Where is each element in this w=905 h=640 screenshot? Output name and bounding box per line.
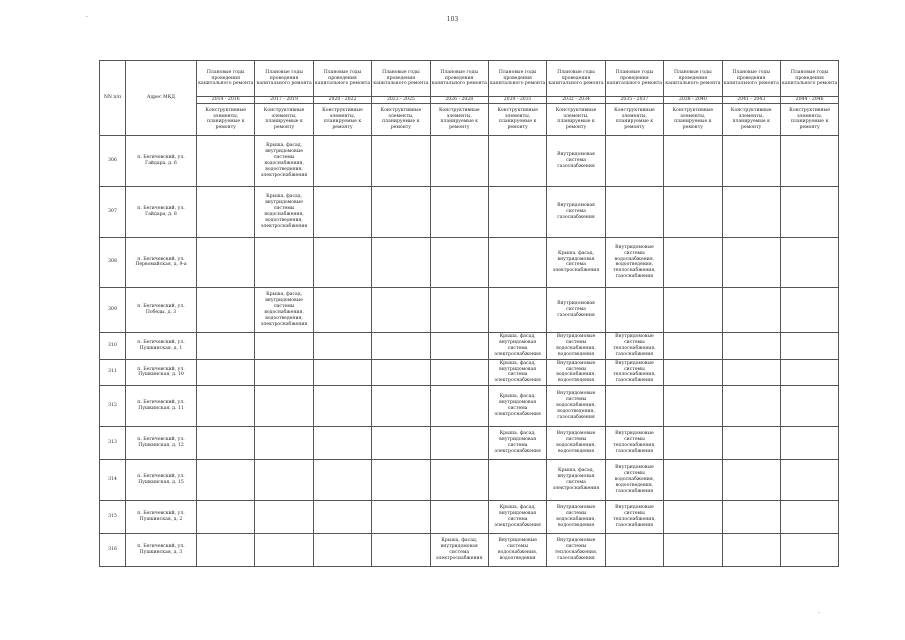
repair-elements-cell: Внутридомовые системы теплоснабжения, газоснабжения [605, 359, 663, 385]
row-number: 314 [100, 459, 126, 500]
repair-elements-cell [605, 135, 663, 186]
header-period: 2032 - 2034 [547, 97, 605, 104]
repair-elements-cell [372, 186, 430, 237]
row-address: п. Бегичевский, ул. Первомайская, д. 9-а [126, 237, 197, 287]
header-planned-years: Плановые годы проведения капитального ремонта [722, 61, 780, 97]
header-period: 2014 - 2016 [197, 97, 255, 104]
repair-elements-cell [722, 500, 780, 533]
repair-elements-cell [255, 533, 313, 566]
repair-elements-cell [430, 385, 488, 426]
repair-elements-cell [664, 385, 722, 426]
repair-elements-cell [605, 186, 663, 237]
repair-elements-cell: Внутридомовая система газоснабжения [547, 186, 605, 237]
table-row [100, 135, 839, 186]
repair-elements-cell [780, 287, 838, 332]
repair-elements-cell: Внутридомовые системы водоснабжения, водоотведения [547, 332, 605, 359]
repair-elements-cell [197, 332, 255, 359]
repair-elements-cell [722, 385, 780, 426]
row-address: п. Бегичевский, ул. Победы, д. 3 [126, 287, 197, 332]
repair-elements-cell: Внутридомовые системы теплоснабжения, газоснабжения [605, 426, 663, 459]
row-number: 310 [100, 332, 126, 359]
repair-elements-cell [313, 426, 371, 459]
repair-elements-cell [664, 359, 722, 385]
scan-mark-bottom-right: · [818, 610, 820, 617]
repair-elements-cell: Крыша, фасад, внутридомовые системы водоснабжения, водоотведения, электроснабжения [255, 135, 313, 186]
repair-elements-cell [313, 135, 371, 186]
repair-elements-cell [255, 426, 313, 459]
repair-elements-cell [430, 135, 488, 186]
repair-elements-cell [722, 186, 780, 237]
repair-elements-cell [255, 500, 313, 533]
header-elements: Конструктивные элементы, планируемые к ремонту [197, 103, 255, 135]
repair-elements-cell: Внутридомовые системы теплоснабжения, газоснабжения [605, 332, 663, 359]
repair-elements-cell [722, 332, 780, 359]
repair-elements-cell [488, 237, 546, 287]
repair-elements-cell [372, 237, 430, 287]
repair-elements-cell [605, 533, 663, 566]
repair-elements-cell [780, 186, 838, 237]
header-elements: Конструктивные элементы, планируемые к ремонту [605, 103, 663, 135]
repair-elements-cell [313, 385, 371, 426]
repair-elements-cell [372, 500, 430, 533]
header-period: 2044 - 2046 [780, 97, 838, 104]
repair-elements-cell: Внутридомовые системы водоснабжения, водоотведения [488, 533, 546, 566]
repair-elements-cell [197, 533, 255, 566]
repair-elements-cell [255, 459, 313, 500]
header-planned-years: Плановые годы проведения капитального ремонта [780, 61, 838, 97]
header-elements: Конструктивные элементы, планируемые к ремонту [664, 103, 722, 135]
table-row [100, 359, 839, 385]
repair-elements-cell [197, 385, 255, 426]
repair-elements-cell [664, 459, 722, 500]
row-number: 307 [100, 186, 126, 237]
repair-elements-cell: Внутридомовая система газоснабжения [547, 287, 605, 332]
repair-elements-cell: Внутридомовые системы водоснабжения, водоотведения, газоснабжения [605, 459, 663, 500]
repair-elements-cell [430, 359, 488, 385]
row-number: 315 [100, 500, 126, 533]
row-number: 311 [100, 359, 126, 385]
table-row [100, 186, 839, 237]
repair-elements-cell: Внутридомовые системы теплоснабжения, газоснабжения [547, 533, 605, 566]
repair-elements-cell [605, 385, 663, 426]
row-address: п. Бегичевский, ул. Гайдара, д. 6 [126, 135, 197, 186]
repair-elements-cell [780, 500, 838, 533]
header-planned-years: Плановые годы проведения капитального ремонта [372, 61, 430, 97]
repair-elements-cell [372, 135, 430, 186]
repair-elements-cell [197, 426, 255, 459]
row-address: п. Бегичевский, ул. Пушкинская, д. 3 [126, 533, 197, 566]
header-elements: Конструктивные элементы, планируемые к ремонту [547, 103, 605, 135]
repair-elements-cell [197, 287, 255, 332]
header-address: Адрес МКД [126, 61, 197, 136]
header-num: NN п/п [100, 61, 126, 136]
repair-elements-cell [722, 459, 780, 500]
repair-elements-cell [664, 500, 722, 533]
repair-elements-cell [664, 287, 722, 332]
repair-elements-cell [255, 385, 313, 426]
repair-elements-cell [430, 237, 488, 287]
repair-elements-cell [780, 385, 838, 426]
row-number: 309 [100, 287, 126, 332]
repair-elements-cell [197, 186, 255, 237]
repair-elements-cell [255, 237, 313, 287]
repair-elements-cell [488, 287, 546, 332]
repair-elements-cell [197, 459, 255, 500]
repair-elements-cell: Крыша, фасад, внутридомовая система электроснабжения [488, 385, 546, 426]
repair-elements-cell [313, 500, 371, 533]
row-address: п. Бегичевский, ул. Пушкинская, д. 2 [126, 500, 197, 533]
repair-elements-cell [313, 237, 371, 287]
repair-elements-cell [430, 186, 488, 237]
header-elements: Конструктивные элементы, планируемые к ремонту [255, 103, 313, 135]
repair-elements-cell [197, 135, 255, 186]
repair-elements-cell [664, 332, 722, 359]
table-header [100, 61, 839, 136]
header-period: 2023 - 2025 [372, 97, 430, 104]
header-period: 2020 - 2022 [313, 97, 371, 104]
row-address: п. Бегичевский, ул. Гайдара, д. 8 [126, 186, 197, 237]
repair-elements-cell [780, 359, 838, 385]
repair-elements-cell: Крыша, фасад, внутридомовая система электроснабжения [488, 332, 546, 359]
repair-elements-cell [372, 533, 430, 566]
header-period: 2041 - 2043 [722, 97, 780, 104]
capital-repair-schedule-table [99, 60, 839, 567]
repair-elements-cell [313, 332, 371, 359]
row-address: п. Бегичевский, ул. Пушкинская, д. 10 [126, 359, 197, 385]
repair-elements-cell [197, 237, 255, 287]
repair-elements-cell [197, 359, 255, 385]
table-row [100, 500, 839, 533]
repair-elements-cell: Крыша, фасад, внутридомовая система электроснабжения [488, 500, 546, 533]
repair-elements-cell: Внутридомовые системы теплоснабжения, газоснабжения [605, 500, 663, 533]
repair-elements-cell: Крыша, фасад, внутридомовые системы водоснабжения, водоотведения, электроснабжения [255, 287, 313, 332]
header-planned-years: Плановые годы проведения капитального ремонта [255, 61, 313, 97]
repair-elements-cell [313, 287, 371, 332]
repair-elements-cell: Внутридомовые системы водоснабжения, водоотведения, газоснабжения [547, 385, 605, 426]
header-planned-years: Плановые годы проведения капитального ремонта [547, 61, 605, 97]
repair-elements-cell: Крыша, фасад, внутридомовая система электроснабжения [488, 359, 546, 385]
header-period: 2038 - 2040 [664, 97, 722, 104]
repair-elements-cell [255, 359, 313, 385]
repair-elements-cell [664, 237, 722, 287]
repair-elements-cell [780, 533, 838, 566]
row-number: 312 [100, 385, 126, 426]
repair-elements-cell [430, 500, 488, 533]
page-number: 103 [446, 16, 459, 23]
header-elements: Конструктивные элементы, планируемые к ремонту [430, 103, 488, 135]
repair-elements-cell [664, 135, 722, 186]
repair-elements-cell: Внутридомовые системы водоснабжения, водоотведения, теплоснабжения, газоснабжения [605, 237, 663, 287]
repair-elements-cell [430, 426, 488, 459]
repair-elements-cell: Крыша, фасад, внутридомовая система электроснабжения [547, 459, 605, 500]
table-row [100, 426, 839, 459]
row-number: 316 [100, 533, 126, 566]
repair-elements-cell: Крыша, фасад, внутридомовая система электроснабжения [430, 533, 488, 566]
repair-elements-cell [488, 459, 546, 500]
repair-elements-cell [488, 186, 546, 237]
table-row [100, 332, 839, 359]
repair-elements-cell: Внутридомовые системы водоснабжения, водоотведения [547, 359, 605, 385]
header-elements: Конструктивные элементы, планируемые к ремонту [488, 103, 546, 135]
repair-elements-cell [605, 287, 663, 332]
row-address: п. Бегичевский, ул. Пушкинская, д. 1 [126, 332, 197, 359]
repair-elements-cell: Внутридомовые системы водоснабжения, водоотведения [547, 426, 605, 459]
header-period: 2017 - 2019 [255, 97, 313, 104]
header-period: 2026 - 2028 [430, 97, 488, 104]
repair-elements-cell [664, 426, 722, 459]
repair-elements-cell [722, 135, 780, 186]
repair-elements-cell [197, 500, 255, 533]
repair-elements-cell [372, 385, 430, 426]
repair-elements-cell: Внутридомовая система газоснабжения [547, 135, 605, 186]
repair-elements-cell [430, 332, 488, 359]
header-period: 2029 - 2031 [488, 97, 546, 104]
row-address: п. Бегичевский, ул. Пушкинская, д. 15 [126, 459, 197, 500]
repair-elements-cell [664, 533, 722, 566]
repair-elements-cell [722, 237, 780, 287]
repair-elements-cell [313, 459, 371, 500]
header-planned-years: Плановые годы проведения капитального ремонта [488, 61, 546, 97]
table-body [100, 135, 839, 566]
repair-elements-cell [780, 135, 838, 186]
header-elements: Конструктивные элементы, планируемые к ремонту [780, 103, 838, 135]
header-elements: Конструктивные элементы, планируемые к ремонту [313, 103, 371, 135]
repair-elements-cell [255, 332, 313, 359]
repair-elements-cell: Внутридомовые системы водоснабжения, водоотведения [547, 500, 605, 533]
repair-elements-cell [313, 186, 371, 237]
repair-elements-cell [780, 237, 838, 287]
header-planned-years: Плановые годы проведения капитального ремонта [197, 61, 255, 97]
repair-elements-cell [780, 426, 838, 459]
header-elements: Конструктивные элементы, планируемые к ремонту [722, 103, 780, 135]
repair-elements-cell [372, 332, 430, 359]
repair-elements-cell [780, 332, 838, 359]
repair-elements-cell [722, 359, 780, 385]
row-number: 313 [100, 426, 126, 459]
repair-elements-cell [722, 426, 780, 459]
repair-elements-cell [313, 533, 371, 566]
repair-elements-cell: Крыша, фасад, внутридомовая система электроснабжения [547, 237, 605, 287]
repair-elements-cell [313, 359, 371, 385]
header-planned-years: Плановые годы проведения капитального ремонта [430, 61, 488, 97]
table-row [100, 533, 839, 566]
repair-elements-cell: Крыша, фасад, внутридомовая система электроснабжения [488, 426, 546, 459]
repair-elements-cell [372, 359, 430, 385]
table-row [100, 237, 839, 287]
table-row [100, 287, 839, 332]
repair-elements-cell [372, 426, 430, 459]
repair-elements-cell: Крыша, фасад, внутридомовые системы водоснабжения, водоотведения, электроснабжения [255, 186, 313, 237]
repair-elements-cell [488, 135, 546, 186]
repair-elements-cell [430, 459, 488, 500]
header-period: 2035 - 2037 [605, 97, 663, 104]
header-planned-years: Плановые годы проведения капитального ремонта [664, 61, 722, 97]
repair-elements-cell [722, 533, 780, 566]
repair-elements-cell [372, 459, 430, 500]
scan-mark-top-left: · [86, 14, 88, 21]
repair-elements-cell [372, 287, 430, 332]
repair-elements-cell [722, 287, 780, 332]
row-address: п. Бегичевский, ул. Пушкинская, д. 12 [126, 426, 197, 459]
repair-elements-cell [430, 287, 488, 332]
row-address: п. Бегичевский, ул. Пушкинская, д. 11 [126, 385, 197, 426]
header-elements: Конструктивные элементы, планируемые к ремонту [372, 103, 430, 135]
header-planned-years: Плановые годы проведения капитального ремонта [313, 61, 371, 97]
repair-elements-cell [780, 459, 838, 500]
table-row [100, 385, 839, 426]
row-number: 306 [100, 135, 126, 186]
row-number: 308 [100, 237, 126, 287]
table-row [100, 459, 839, 500]
header-planned-years: Плановые годы проведения капитального ремонта [605, 61, 663, 97]
repair-elements-cell [664, 186, 722, 237]
